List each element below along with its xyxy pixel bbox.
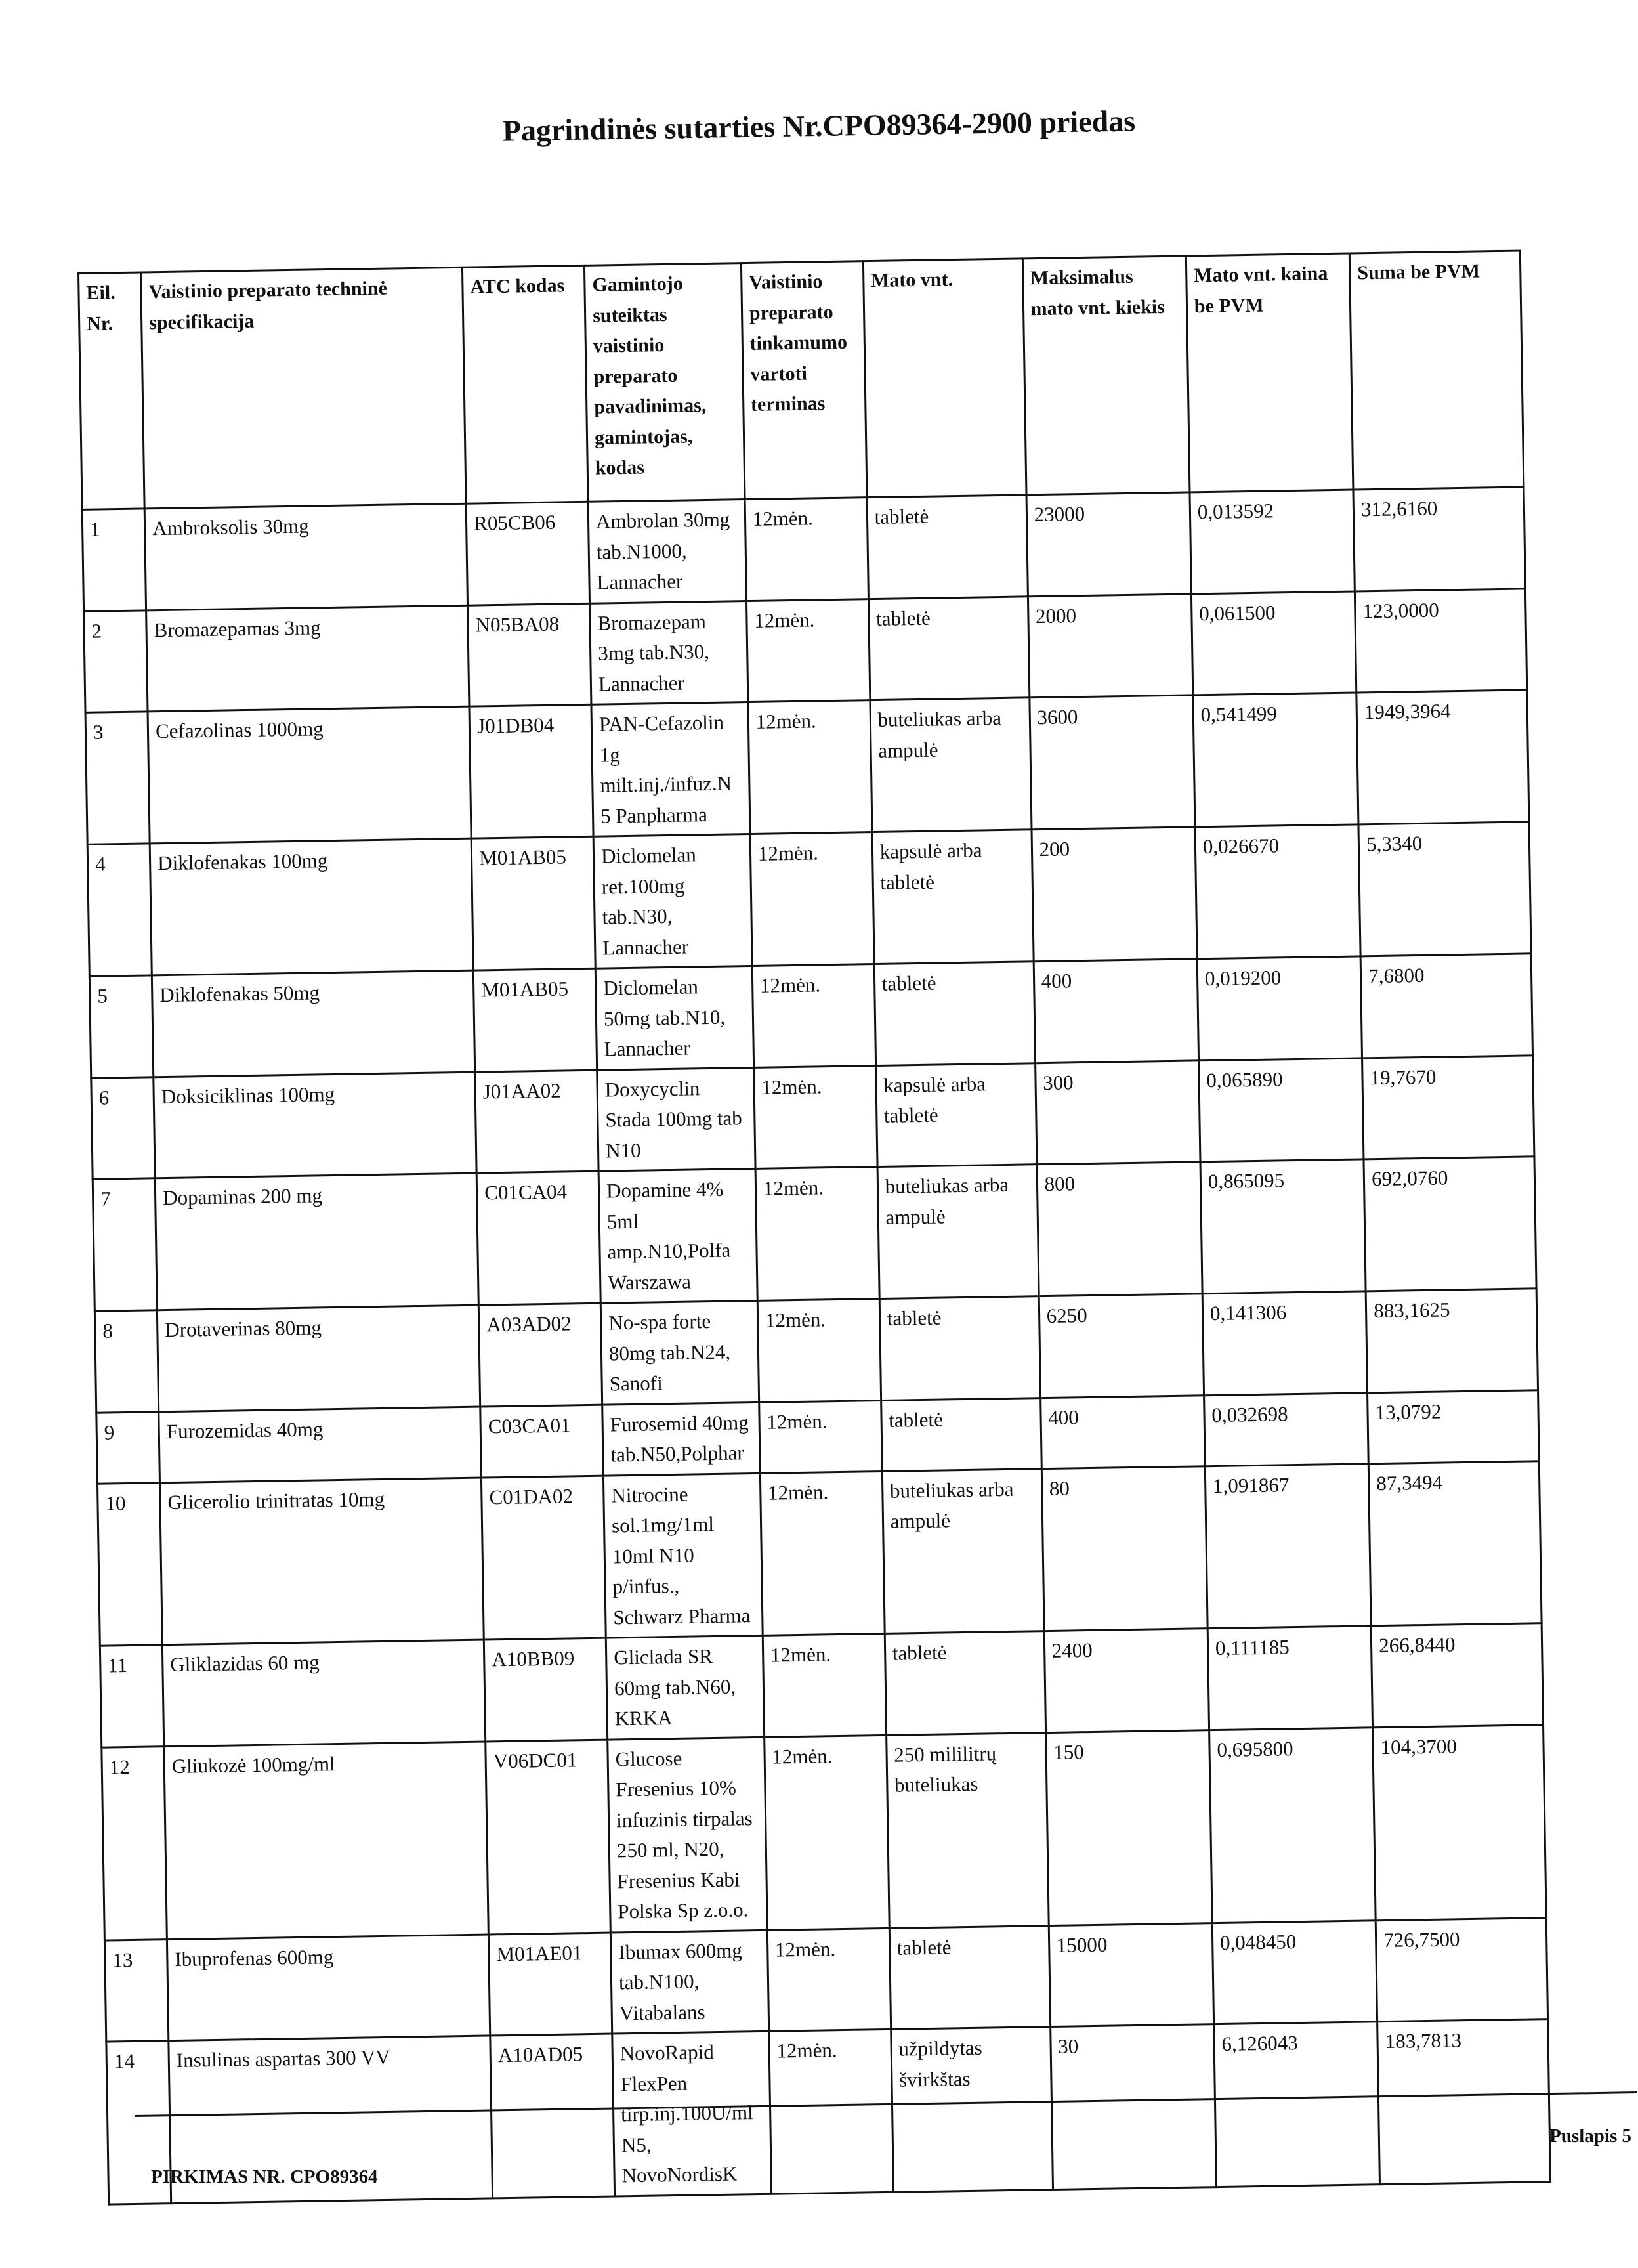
cell-sum: 692,0760: [1364, 1157, 1536, 1291]
cell-atc: M01AE01: [488, 1933, 612, 2036]
cell-atc: C03CA01: [480, 1405, 604, 1478]
cell-qty: 6250: [1039, 1294, 1204, 1398]
cell-spec: Bromazepamas 3mg: [146, 605, 469, 712]
cell-spec: Ambroksolis 30mg: [144, 503, 467, 610]
cell-sum: 19,7670: [1362, 1055, 1534, 1159]
cell-atc: M01AB05: [471, 836, 595, 970]
cell-spec: Drotaverinas 80mg: [157, 1305, 480, 1411]
table-row: [85, 690, 1529, 844]
cell-qty: 200: [1032, 827, 1197, 962]
specification-table-wrap: [77, 249, 1551, 2205]
cell-unit: 250 mililitrų buteliukas: [886, 1732, 1049, 1928]
cell-spec: Furozemidas 40mg: [159, 1407, 482, 1483]
cell-unit: tabletė: [889, 1925, 1050, 2029]
cell-price: 0,865095: [1200, 1159, 1366, 1294]
cell-qty: 30: [1050, 2024, 1216, 2189]
cell-sum: 5,3340: [1358, 822, 1531, 956]
cell-name: Glucose Fresenius 10% infuzinis tirpalas 250 ml, N20, Fresenius Kabi Polska Sp z.o.o.: [608, 1737, 767, 1933]
cell-price: 0,695800: [1209, 1727, 1376, 1923]
cell-sum: 7,6800: [1360, 954, 1532, 1058]
cell-name: Bromazepam 3mg tab.N30, Lannacher: [590, 601, 748, 704]
cell-nr: 4: [87, 844, 152, 976]
cell-qty: 300: [1035, 1060, 1200, 1164]
cell-name: Ambrolan 30mg tab.N1000, Lannacher: [588, 500, 746, 603]
cell-term: 12mėn.: [753, 1065, 877, 1168]
cell-price: 0,111185: [1208, 1626, 1373, 1730]
cell-qty: 400: [1040, 1395, 1205, 1468]
cell-unit: tabletė: [868, 596, 1029, 700]
cell-atc: A03AD02: [478, 1303, 602, 1406]
cell-term: 12mėn.: [764, 1735, 889, 1930]
table-row: [93, 1157, 1536, 1311]
cell-nr: 11: [100, 1645, 163, 1747]
cell-term: 12mėn.: [757, 1299, 881, 1402]
cell-nr: 1: [82, 509, 146, 611]
cell-nr: 6: [91, 1077, 155, 1179]
cell-name: Doxycyclin Stada 100mg tab N10: [597, 1067, 755, 1171]
cell-price: 0,065890: [1198, 1058, 1364, 1161]
cell-name: Diclomelan 50mg tab.N10, Lannacher: [595, 966, 753, 1069]
header-unit: Mato vnt.: [863, 259, 1026, 498]
cell-atc: A10BB09: [484, 1638, 607, 1741]
document-title: Pagrindinės sutarties Nr.CPO89364-2900 priedas: [502, 104, 1136, 148]
cell-sum: 883,1625: [1366, 1289, 1538, 1393]
cell-price: 0,061500: [1191, 591, 1356, 695]
cell-spec: Diklofenakas 100mg: [150, 838, 473, 975]
cell-unit: tabletė: [879, 1296, 1040, 1400]
cell-sum: 87,3494: [1368, 1461, 1542, 1626]
cell-spec: Glicerolio trinitratas 10mg: [160, 1478, 484, 1645]
cell-qty: 80: [1041, 1466, 1208, 1631]
cell-unit: buteliukas arba ampulė: [882, 1468, 1044, 1633]
cell-term: 12mėn.: [748, 700, 872, 834]
cell-term: 12mėn.: [763, 1633, 886, 1736]
cell-qty: 150: [1045, 1730, 1212, 1925]
page-number: Puslapis 5: [1549, 2126, 1631, 2147]
cell-qty: 400: [1034, 959, 1199, 1063]
cell-qty: 15000: [1049, 1923, 1214, 2026]
cell-term: 12mėn.: [746, 599, 870, 702]
cell-nr: 12: [102, 1746, 167, 1940]
header-sum: Suma be PVM: [1349, 251, 1524, 490]
cell-term: 12mėn.: [755, 1167, 879, 1301]
cell-nr: 7: [93, 1178, 157, 1311]
cell-unit: tabletė: [874, 962, 1035, 1065]
cell-spec: Dopaminas 200 mg: [155, 1173, 478, 1310]
cell-spec: Ibuprofenas 600mg: [167, 1934, 490, 2040]
cell-unit: kapsulė arba tabletė: [872, 830, 1034, 964]
cell-sum: 123,0000: [1354, 588, 1526, 693]
cell-nr: 8: [94, 1310, 158, 1413]
cell-unit: buteliukas arba ampulė: [877, 1165, 1039, 1299]
cell-term: 12mėn.: [767, 1928, 891, 2031]
cell-price: 0,026670: [1195, 824, 1360, 959]
cell-name: Ibumax 600mg tab.N100, Vitabalans: [610, 1930, 768, 2034]
specification-table: [77, 249, 1551, 2205]
purchase-number: PIRKIMAS NR. CPO89364: [151, 2166, 378, 2187]
cell-atc: N05BA08: [468, 603, 591, 706]
cell-price: 0,019200: [1197, 956, 1362, 1060]
table-row: [87, 822, 1531, 976]
cell-nr: 3: [85, 712, 150, 844]
cell-sum: 1949,3964: [1356, 690, 1529, 824]
cell-atc: A10AD05: [490, 2034, 615, 2198]
cell-nr: 13: [104, 1939, 168, 2042]
cell-name: Dopamine 4% 5ml amp.N10,Polfa Warszawa: [598, 1168, 757, 1303]
cell-unit: tabletė: [867, 495, 1028, 599]
header-nr: Eil. Nr.: [79, 272, 145, 509]
cell-nr: 2: [84, 610, 148, 712]
cell-nr: 5: [89, 975, 153, 1078]
cell-spec: Doksiciklinas 100mg: [154, 1072, 476, 1178]
cell-price: 6,126043: [1213, 2022, 1379, 2187]
cell-qty: 2000: [1028, 593, 1193, 697]
cell-atc: J01DB04: [469, 704, 593, 838]
header-atc: ATC kodas: [463, 265, 589, 503]
cell-atc: M01AB05: [473, 968, 597, 1071]
cell-term: 12mėn.: [768, 2029, 893, 2193]
table-row: [97, 1461, 1542, 1646]
cell-qty: 2400: [1044, 1629, 1209, 1732]
cell-name: NovoRapid FlexPen tirp.inj.100U/ml N5, NovoNordisK: [612, 2031, 772, 2196]
cell-unit: užpildytas švirkštas: [891, 2027, 1053, 2192]
cell-nr: 10: [97, 1482, 162, 1646]
cell-spec: Cefazolinas 1000mg: [148, 706, 471, 844]
cell-unit: tabletė: [881, 1398, 1041, 1471]
cell-name: Furosemid 40mg tab.N50,Polphar: [602, 1402, 760, 1476]
cell-sum: 726,7500: [1376, 1917, 1547, 2022]
cell-sum: 104,3700: [1373, 1724, 1546, 1920]
cell-qty: 23000: [1026, 492, 1192, 596]
cell-spec: Diklofenakas 50mg: [152, 970, 474, 1077]
cell-name: PAN-Cefazolin 1g milt.inj./infuz.N5 Panpharma: [591, 702, 750, 837]
cell-atc: C01DA02: [482, 1476, 606, 1640]
cell-sum: 183,7813: [1377, 2019, 1551, 2185]
header-term: Vaistinio preparato tinkamumo vartoti terminas: [741, 261, 867, 500]
cell-atc: V06DC01: [486, 1740, 610, 1935]
cell-sum: 312,6160: [1353, 487, 1525, 591]
cell-sum: 266,8440: [1371, 1623, 1543, 1728]
cell-name: Diclomelan ret.100mg tab.N30, Lannacher: [593, 834, 752, 969]
header-qty: Maksimalus mato vnt. kiekis: [1022, 256, 1190, 495]
cell-term: 12mėn.: [752, 964, 875, 1067]
cell-spec: Insulinas aspartas 300 VV: [169, 2036, 493, 2203]
cell-nr: 14: [106, 2041, 171, 2204]
cell-qty: 3600: [1029, 695, 1194, 830]
cell-nr: 9: [96, 1411, 160, 1483]
cell-price: 0,541499: [1193, 693, 1358, 827]
cell-name: Nitrocine sol.1mg/1ml 10ml N10 p/infus., Schwarz Pharma: [603, 1473, 763, 1638]
cell-sum: 13,0792: [1368, 1390, 1540, 1463]
cell-qty: 800: [1037, 1162, 1202, 1296]
cell-term: 12mėn.: [745, 498, 868, 601]
cell-atc: C01CA04: [476, 1171, 600, 1305]
header-price: Mato vnt. kaina be PVM: [1186, 253, 1353, 492]
cell-unit: kapsulė arba tabletė: [875, 1063, 1036, 1166]
cell-term: 12mėn.: [759, 1400, 882, 1473]
cell-atc: J01AA02: [475, 1070, 598, 1173]
cell-term: 12mėn.: [760, 1471, 885, 1635]
cell-price: 0,048450: [1212, 1920, 1377, 2024]
cell-unit: buteliukas arba ampulė: [870, 698, 1032, 832]
cell-name: Gliclada SR 60mg tab.N60, KRKA: [606, 1635, 764, 1739]
table-row: [102, 1724, 1546, 1940]
cell-price: 0,141306: [1202, 1291, 1368, 1395]
cell-name: No-spa forte 80mg tab.N24, Sanofi: [600, 1300, 759, 1404]
cell-term: 12mėn.: [750, 832, 874, 966]
cell-spec: Gliklazidas 60 mg: [162, 1640, 485, 1746]
cell-price: 0,013592: [1190, 490, 1355, 593]
cell-price: 0,032698: [1204, 1392, 1368, 1466]
cell-atc: R05CB06: [466, 502, 589, 605]
cell-spec: Gliukozė 100mg/ml: [164, 1742, 489, 1940]
header-name: Gamintojo suteiktas vaistinio preparato pavadinimas, gamintojas, kodas: [584, 263, 744, 502]
cell-price: 1,091867: [1205, 1463, 1371, 1628]
cell-unit: tabletė: [885, 1631, 1045, 1735]
header-spec: Vaistinio preparato techninė specifikacija: [141, 267, 467, 509]
table-header-row: [79, 251, 1524, 509]
